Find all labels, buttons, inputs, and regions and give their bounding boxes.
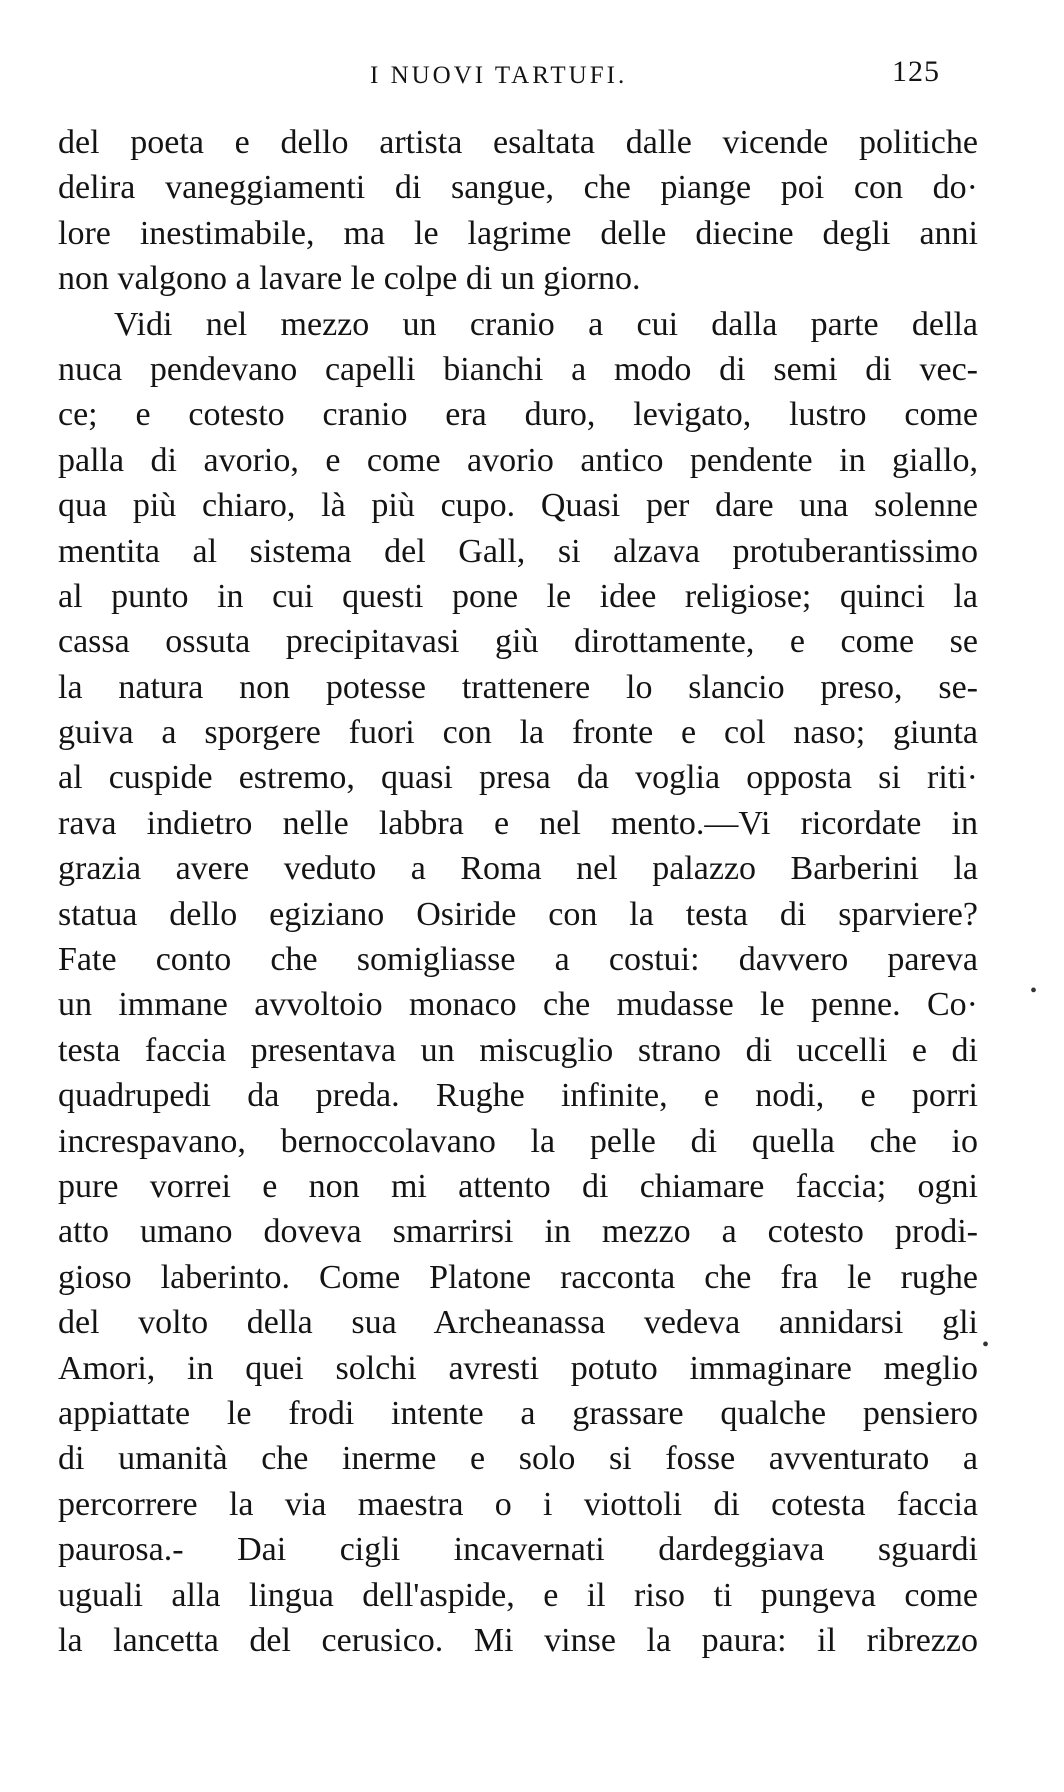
text-line: cassa ossuta precipitavasi giù dirottamente, e come se — [58, 623, 978, 661]
text-line: guiva a sporgere fuori con la fronte e col naso; giunta — [58, 714, 978, 752]
text-line: Amori, in quei solchi avresti potuto immaginare meglio — [58, 1349, 978, 1387]
text-line: delira vaneggiamenti di sangue, che piange poi con do· — [58, 169, 978, 207]
text-line: qua più chiaro, là più cupo. Quasi per dare una solenne — [58, 487, 978, 525]
text-line: del poeta e dello artista esaltata dalle vicende politiche — [58, 124, 978, 161]
body-text — [58, 120, 978, 1663]
text-line: percorrere la via maestra o i viottoli di cotesta faccia — [58, 1485, 978, 1523]
page-number: 125 — [892, 55, 940, 88]
text-line: di umanità che inerme e solo si fosse avventurato a — [58, 1440, 978, 1478]
text-line: la natura non potesse trattenere lo slancio preso, se- — [58, 668, 978, 706]
text-line: del volto della sua Archeanassa vedeva annidarsi gli — [58, 1304, 978, 1342]
text-line: paurosa.- Dai cigli incavernati dardeggiava sguardi — [58, 1531, 978, 1569]
text-line: al cuspide estremo, quasi presa da voglia opposta si riti· — [58, 759, 978, 797]
text-line: testa faccia presentava un miscuglio strano di uccelli e di — [58, 1031, 978, 1069]
text-line: uguali alla lingua dell'aspide, e il riso ti pungeva come — [58, 1576, 978, 1614]
paragraph-start-line: Vidi nel mezzo un cranio a cui dalla parte della — [114, 305, 978, 343]
running-title: I NUOVI TARTUFI. — [370, 62, 628, 89]
text-line: atto umano doveva smarrirsi in mezzo a cotesto prodi- — [58, 1213, 978, 1251]
text-line: ce; e cotesto cranio era duro, levigato, lustro come — [58, 396, 978, 434]
text-line: un immane avvoltoio monaco che mudasse le penne. Co· — [58, 986, 978, 1024]
text-line: appiattate le frodi intente a grassare qualche pensiero — [58, 1394, 978, 1432]
text-line: nuca pendevano capelli bianchi a modo di semi di vec- — [58, 350, 978, 388]
text-line: gioso laberinto. Come Platone racconta che fra le rughe — [58, 1258, 978, 1296]
paragraph-end-line: non valgono a lavare le colpe di un giorno. — [58, 260, 641, 298]
text-line: increspavano, bernoccolavano la pelle di quella che io — [58, 1122, 978, 1160]
text-line: al punto in cui questi pone le idee religiose; quinci la — [58, 577, 978, 615]
text-line: lore inestimabile, ma le lagrime delle diecine degli anni — [58, 214, 978, 252]
text-line: statua dello egiziano Osiride con la testa di sparviere? — [58, 895, 978, 933]
text-line: pure vorrei e non mi attento di chiamare faccia; ogni — [58, 1167, 978, 1205]
text-line: palla di avorio, e come avorio antico pendente in giallo, — [58, 441, 978, 479]
text-line: la lancetta del cerusico. Mi vinse la paura: il ribrezzo — [58, 1621, 978, 1659]
text-line: Fate conto che somigliasse a costui: davvero pareva — [58, 941, 978, 979]
margin-speck: • — [1030, 980, 1038, 1002]
text-line: grazia avere veduto a Roma nel palazzo Barberini la — [58, 850, 978, 888]
text-line: mentita al sistema del Gall, si alzava protuberantissimo — [58, 532, 978, 570]
text-line: quadrupedi da preda. Rughe infinite, e nodi, e porri — [58, 1077, 978, 1115]
text-line: rava indietro nelle labbra e nel mento.—Vi ricordate in — [58, 804, 978, 842]
margin-speck: • — [982, 1334, 990, 1356]
